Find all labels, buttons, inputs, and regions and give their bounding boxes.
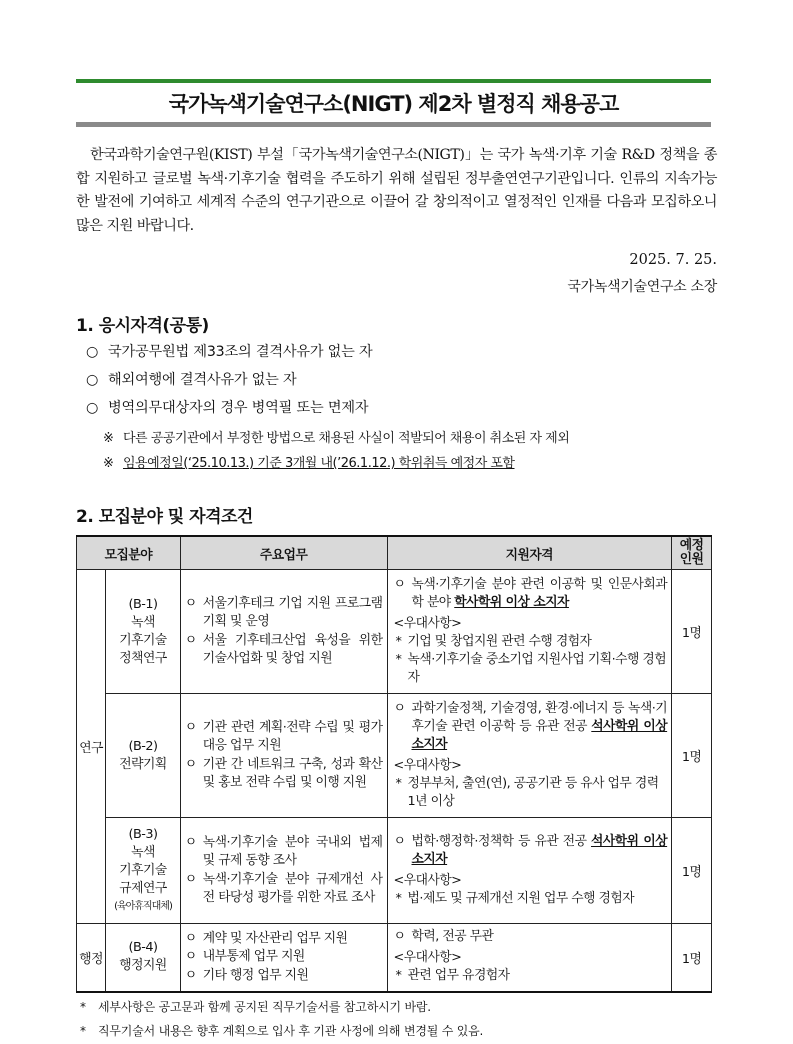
duty-item: ㅇ 내부통제 업무 지원 <box>185 948 383 967</box>
bullet-icon: ㅇ <box>184 834 197 850</box>
degree-requirement: 석사학위 이상 소지자 <box>411 833 668 867</box>
recruitment-table <box>76 535 712 993</box>
headcount-cell: 1명 <box>672 570 712 694</box>
intro-text: 한국과학기술연구원(KIST) 부설「국가녹색기술연구소(NIGT)」는 국가 녹색·기후 기술 R&D 정책을 종합 지원하고 글로벌 녹색·기후기술 협력을 주도하기 위해 설립된 정부출연연구기관입니다. 인류의 지속가능한 발전에 기여하고 세계적 수준의 연구기관으로 이끌어 갈 창의적이고 열정적인 인재를 다음과 모집하오니 많은 지원 바랍니다. <box>76 147 717 234</box>
qualification-item: ○ 병역의무대상자의 경우 병역필 또는 면제자 <box>86 400 369 416</box>
bullet-icon: ㅇ <box>184 930 197 946</box>
asterisk-icon: * <box>395 890 402 906</box>
field-name-line: 기후기술 <box>119 632 167 648</box>
circle-bullet-icon: ○ <box>86 400 99 416</box>
field-name-line: 기후기술 <box>119 862 167 878</box>
asterisk-icon: * <box>395 775 402 791</box>
headcount-cell: 1명 <box>672 924 712 992</box>
header-qualifications: 지원자격 <box>387 536 672 570</box>
field-cell <box>106 818 181 924</box>
intro-paragraph <box>76 144 717 238</box>
asterisk-icon: * <box>395 968 402 984</box>
title-bottom-rule <box>76 122 711 127</box>
qualification-main: ㅇ 법학·행정학·정책학 등 유관 전공 석사학위 이상 소지자 <box>393 833 668 867</box>
section2-heading: 2. 모집분야 및 자격조건 <box>76 507 253 527</box>
qualification-cell <box>387 924 672 992</box>
header-field: 모집분야 <box>77 536 181 570</box>
duties-cell <box>180 570 387 694</box>
qualification-item: ○ 국가공무원법 제33조의 결격사유가 없는 자 <box>86 344 373 360</box>
table-header-row <box>77 536 712 570</box>
category-cell: 행정 <box>77 924 106 992</box>
headcount-cell: 1명 <box>672 694 712 818</box>
field-cell <box>106 570 181 694</box>
qualification-main: ㅇ 학력, 전공 무관 <box>393 929 494 945</box>
bullet-icon: ㅇ <box>393 929 406 945</box>
field-code: (B-3) <box>128 826 158 842</box>
section1-heading: 1. 응시자격(공통) <box>76 316 209 336</box>
bullet-icon: ㅇ <box>184 756 197 772</box>
bullet-icon: ㅇ <box>393 576 406 592</box>
header-headcount: 예정 인원 <box>672 536 712 570</box>
bullet-icon: ㅇ <box>184 632 197 648</box>
footnote: * 직무기술서 내용은 향후 계획으로 입사 후 기관 사정에 의해 변경될 수 있음. <box>80 1024 484 1038</box>
circle-bullet-icon: ○ <box>86 344 99 360</box>
field-name-line: 규제연구 <box>119 880 167 896</box>
table-row <box>77 694 712 818</box>
announcement-date: 2025. 7. 25. <box>629 252 717 268</box>
field-code: (B-1) <box>128 596 158 612</box>
duties-cell <box>180 694 387 818</box>
qualification-cell <box>387 570 672 694</box>
circle-bullet-icon: ○ <box>86 372 99 388</box>
degree-requirement: 학사학위 이상 소지자 <box>454 594 569 610</box>
field-name-line: 녹색 <box>131 614 155 630</box>
field-name-line: 행정지원 <box>119 958 167 974</box>
preference-label: <우대사항> <box>393 757 462 773</box>
table-row <box>77 924 712 992</box>
asterisk-icon: * <box>395 633 402 649</box>
duty-item: ㅇ 서울 기후테크산업 육성을 위한 기술사업화 및 창업 지원 <box>185 632 383 669</box>
preference-item: * 기업 및 창업지원 관련 수행 경험자 <box>395 633 592 649</box>
qualification-cell <box>387 818 672 924</box>
field-name-line: 전략기획 <box>119 756 167 772</box>
duty-item: ㅇ 녹색·기후기술 분야 국내외 법제 및 규제 동향 조사 <box>185 834 383 871</box>
bullet-icon: ㅇ <box>393 833 406 849</box>
preference-label: <우대사항> <box>393 950 462 966</box>
page-title: 국가녹색기술연구소(NIGT) 제2차 별정직 채용공고 <box>168 92 619 116</box>
field-name-line: 녹색 <box>131 844 155 860</box>
duty-item: ㅇ 계약 및 자산관리 업무 지원 <box>185 930 383 949</box>
duty-item: ㅇ 기타 행정 업무 지원 <box>185 967 383 986</box>
preference-item: * 관련 업무 유경험자 <box>395 968 510 984</box>
table-row <box>77 570 712 694</box>
qualification-item: ○ 해외여행에 결격사유가 없는 자 <box>86 372 297 388</box>
category-cell: 연구 <box>77 570 106 924</box>
bullet-icon: ㅇ <box>184 871 197 887</box>
reference-mark-icon: ※ <box>103 456 114 471</box>
duty-item: ㅇ 기관 간 네트워크 구축, 성과 확산 및 홍보 전략 수립 및 이행 지원 <box>185 756 383 793</box>
field-cell <box>106 924 181 992</box>
preference-item: * 법·제도 및 규제개선 지원 업무 수행 경험자 <box>395 890 635 906</box>
field-code: (B-4) <box>128 940 158 956</box>
field-name-line: 정책연구 <box>119 650 167 666</box>
duty-item: ㅇ 기관 관련 계획·전략 수립 및 평가 대응 업무 지원 <box>185 719 383 756</box>
asterisk-icon: * <box>395 651 402 667</box>
header-duties: 주요업무 <box>180 536 387 570</box>
table-row <box>77 818 712 924</box>
preference-item: * 녹색·기후기술 중소기업 지원사업 기획·수행 경험자 <box>395 651 667 685</box>
duties-cell <box>180 924 387 992</box>
announcement-org: 국가녹색기술연구소 소장 <box>567 279 717 295</box>
degree-requirement: 석사학위 이상 소지자 <box>411 718 668 752</box>
bullet-icon: ㅇ <box>184 719 197 735</box>
preference-label: <우대사항> <box>393 872 462 888</box>
qualification-note: ※ 다른 공공기관에서 부정한 방법으로 채용된 사실이 적발되어 채용이 취소된 자 제외 <box>103 431 570 446</box>
table-body <box>77 570 712 992</box>
headcount-cell: 1명 <box>672 818 712 924</box>
footnote: * 세부사항은 공고문과 함께 공지된 직무기술서를 참고하시기 바람. <box>80 1000 431 1014</box>
field-name-note: (육아휴직대체) <box>114 900 172 912</box>
title-top-rule <box>76 79 711 83</box>
duty-item: ㅇ 서울기후테크 기업 지원 프로그램 기획 및 운영 <box>185 595 383 632</box>
preference-label: <우대사항> <box>393 615 462 631</box>
duty-item: ㅇ 녹색·기후기술 분야 규제개선 사전 타당성 평가를 위한 자료 조사 <box>185 871 383 908</box>
qualification-main: ㅇ 과학기술정책, 기술경영, 환경·에너지 등 녹색·기후기술 관련 이공학 등 유관 전공 석사학위 이상 소지자 <box>393 700 668 752</box>
preference-item: * 정부부처, 출연(연), 공공기관 등 유사 업무 경력 1년 이상 <box>395 775 659 809</box>
bullet-icon: ㅇ <box>184 949 197 964</box>
bullet-icon: ㅇ <box>184 595 197 611</box>
bullet-icon: ㅇ <box>184 967 197 983</box>
qualification-main: ㅇ 녹색·기후기술 분야 관련 이공학 및 인문사회과학 분야 학사학위 이상 소지자 <box>393 576 668 610</box>
duties-cell <box>180 818 387 924</box>
qualification-cell <box>387 694 672 818</box>
reference-mark-icon: ※ <box>103 431 114 446</box>
field-code: (B-2) <box>128 738 158 754</box>
field-cell <box>106 694 181 818</box>
qualification-note: ※ 임용예정일(‘25.10.13.) 기준 3개월 내(’26.1.12.) 학위취득 예정자 포함 <box>103 456 515 471</box>
bullet-icon: ㅇ <box>393 700 406 716</box>
